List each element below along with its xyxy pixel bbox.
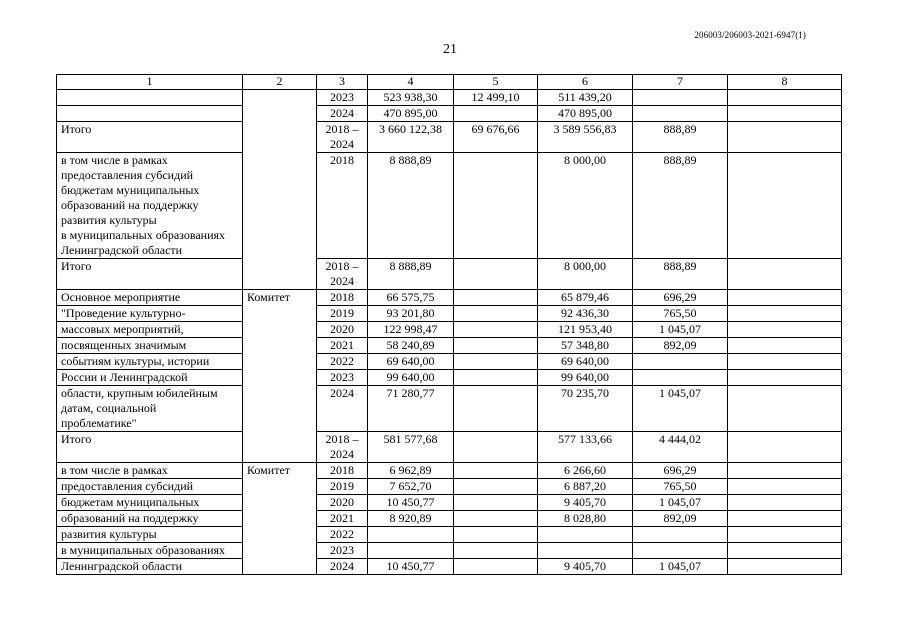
table-row xyxy=(57,259,842,290)
cell-year: 2018 – 2024 xyxy=(317,122,368,153)
cell-total: 8 888,89 xyxy=(368,259,454,290)
cell-name: предоставления субсидий xyxy=(57,479,243,495)
cell-other xyxy=(728,90,842,106)
cell-local: 4 444,02 xyxy=(633,432,728,463)
cell-other xyxy=(728,432,842,463)
cell-name: образований на поддержку xyxy=(57,511,243,527)
cell-other xyxy=(728,322,842,338)
cell-total: 10 450,77 xyxy=(368,495,454,511)
cell-year: 2019 xyxy=(317,479,368,495)
cell-federal xyxy=(454,290,538,306)
cell-name: Основное мероприятие xyxy=(57,290,243,306)
cell-federal xyxy=(454,479,538,495)
cell-year: 2018 – 2024 xyxy=(317,259,368,290)
cell-other xyxy=(728,106,842,122)
header-col-5: 5 xyxy=(454,75,538,90)
cell-other xyxy=(728,338,842,354)
table-body xyxy=(57,90,842,575)
cell-federal xyxy=(454,511,538,527)
table-row xyxy=(57,559,842,575)
cell-federal xyxy=(454,259,538,290)
cell-total: 93 201,80 xyxy=(368,306,454,322)
table-row xyxy=(57,463,842,479)
cell-regional: 470 895,00 xyxy=(538,106,633,122)
cell-regional: 8 000,00 xyxy=(538,259,633,290)
cell-regional: 3 589 556,83 xyxy=(538,122,633,153)
cell-year: 2021 xyxy=(317,338,368,354)
cell-other xyxy=(728,543,842,559)
cell-local: 1 045,07 xyxy=(633,322,728,338)
table-row xyxy=(57,370,842,386)
cell-local: 892,09 xyxy=(633,338,728,354)
table-row xyxy=(57,106,842,122)
budget-table xyxy=(56,74,842,575)
cell-other xyxy=(728,153,842,259)
cell-name: посвященных значимым xyxy=(57,338,243,354)
document-id: 206003/206003-2021-6947(1) xyxy=(694,30,806,40)
cell-regional: 6 887,20 xyxy=(538,479,633,495)
cell-regional: 511 439,20 xyxy=(538,90,633,106)
cell-other xyxy=(728,259,842,290)
cell-regional: 69 640,00 xyxy=(538,354,633,370)
cell-federal xyxy=(454,306,538,322)
cell-total: 10 450,77 xyxy=(368,559,454,575)
cell-year: 2022 xyxy=(317,354,368,370)
table-row xyxy=(57,290,842,306)
cell-other xyxy=(728,386,842,432)
cell-name: бюджетам муниципальных xyxy=(57,495,243,511)
cell-total: 58 240,89 xyxy=(368,338,454,354)
cell-year: 2023 xyxy=(317,90,368,106)
cell-local: 765,50 xyxy=(633,306,728,322)
cell-total: 470 895,00 xyxy=(368,106,454,122)
cell-year: 2020 xyxy=(317,495,368,511)
header-col-1: 1 xyxy=(57,75,243,90)
cell-total: 8 888,89 xyxy=(368,153,454,259)
cell-name: в том числе в рамках xyxy=(57,463,243,479)
cell-other xyxy=(728,290,842,306)
cell-local: 696,29 xyxy=(633,463,728,479)
cell-name: массовых мероприятий, xyxy=(57,322,243,338)
cell-name: событиям культуры, истории xyxy=(57,354,243,370)
cell-regional xyxy=(538,543,633,559)
header-row xyxy=(57,75,842,90)
cell-owner xyxy=(243,90,317,290)
cell-local: 696,29 xyxy=(633,290,728,306)
cell-other xyxy=(728,463,842,479)
cell-local: 888,89 xyxy=(633,153,728,259)
table-row xyxy=(57,543,842,559)
cell-year: 2022 xyxy=(317,527,368,543)
cell-total: 581 577,68 xyxy=(368,432,454,463)
cell-federal xyxy=(454,463,538,479)
cell-federal xyxy=(454,559,538,575)
cell-total: 8 920,89 xyxy=(368,511,454,527)
cell-regional: 577 133,66 xyxy=(538,432,633,463)
cell-local: 888,89 xyxy=(633,259,728,290)
table-row xyxy=(57,306,842,322)
cell-year: 2024 xyxy=(317,386,368,432)
cell-total: 69 640,00 xyxy=(368,354,454,370)
cell-other xyxy=(728,511,842,527)
cell-federal: 69 676,66 xyxy=(454,122,538,153)
cell-year: 2019 xyxy=(317,306,368,322)
cell-other xyxy=(728,370,842,386)
cell-year: 2018 – 2024 xyxy=(317,432,368,463)
cell-federal xyxy=(454,432,538,463)
cell-name: в том числе в рамках предоставления субсидий бюджетам муниципальных образований на поддержку развития культуры в муниципальных образованиях Ленинградской области xyxy=(57,153,243,259)
cell-name xyxy=(57,106,243,122)
cell-name xyxy=(57,90,243,106)
cell-federal xyxy=(454,354,538,370)
cell-regional: 99 640,00 xyxy=(538,370,633,386)
cell-local: 1 045,07 xyxy=(633,386,728,432)
cell-federal xyxy=(454,106,538,122)
cell-owner: Комитет xyxy=(243,463,317,575)
cell-total: 3 660 122,38 xyxy=(368,122,454,153)
cell-other xyxy=(728,495,842,511)
cell-local xyxy=(633,90,728,106)
cell-local xyxy=(633,370,728,386)
cell-federal xyxy=(454,153,538,259)
cell-local: 1 045,07 xyxy=(633,559,728,575)
cell-regional: 8 028,80 xyxy=(538,511,633,527)
cell-local: 1 045,07 xyxy=(633,495,728,511)
cell-federal xyxy=(454,495,538,511)
cell-local: 892,09 xyxy=(633,511,728,527)
cell-federal xyxy=(454,370,538,386)
cell-name: Итого xyxy=(57,122,243,153)
cell-local xyxy=(633,527,728,543)
header-col-3: 3 xyxy=(317,75,368,90)
cell-name: области, крупным юбилейным датам, социальной проблематике" xyxy=(57,386,243,432)
cell-year: 2024 xyxy=(317,106,368,122)
header-col-2: 2 xyxy=(243,75,317,90)
cell-other xyxy=(728,122,842,153)
cell-total xyxy=(368,527,454,543)
cell-federal xyxy=(454,543,538,559)
table-row xyxy=(57,322,842,338)
cell-total: 66 575,75 xyxy=(368,290,454,306)
header-col-6: 6 xyxy=(538,75,633,90)
cell-year: 2020 xyxy=(317,322,368,338)
table-row xyxy=(57,386,842,432)
cell-year: 2023 xyxy=(317,543,368,559)
cell-total: 71 280,77 xyxy=(368,386,454,432)
table-header xyxy=(57,75,842,90)
header-col-7: 7 xyxy=(633,75,728,90)
cell-total xyxy=(368,543,454,559)
cell-local xyxy=(633,106,728,122)
cell-local xyxy=(633,543,728,559)
header-col-8: 8 xyxy=(728,75,842,90)
table-row xyxy=(57,495,842,511)
cell-regional: 121 953,40 xyxy=(538,322,633,338)
cell-name: Итого xyxy=(57,432,243,463)
cell-other xyxy=(728,527,842,543)
cell-total: 122 998,47 xyxy=(368,322,454,338)
table-row xyxy=(57,338,842,354)
cell-name: развития культуры xyxy=(57,527,243,543)
cell-owner: Комитет xyxy=(243,290,317,463)
cell-total: 6 962,89 xyxy=(368,463,454,479)
table-row xyxy=(57,354,842,370)
cell-name: "Проведение культурно- xyxy=(57,306,243,322)
cell-year: 2023 xyxy=(317,370,368,386)
cell-regional: 6 266,60 xyxy=(538,463,633,479)
cell-year: 2024 xyxy=(317,559,368,575)
cell-other xyxy=(728,354,842,370)
cell-other xyxy=(728,559,842,575)
cell-federal: 12 499,10 xyxy=(454,90,538,106)
cell-year: 2018 xyxy=(317,290,368,306)
cell-regional: 57 348,80 xyxy=(538,338,633,354)
cell-regional: 65 879,46 xyxy=(538,290,633,306)
cell-federal xyxy=(454,338,538,354)
cell-name: России и Ленинградской xyxy=(57,370,243,386)
table-row xyxy=(57,153,842,259)
cell-name: в муниципальных образованиях xyxy=(57,543,243,559)
cell-regional: 70 235,70 xyxy=(538,386,633,432)
table-row xyxy=(57,122,842,153)
cell-other xyxy=(728,479,842,495)
cell-year: 2018 xyxy=(317,463,368,479)
cell-federal xyxy=(454,386,538,432)
cell-name: Итого xyxy=(57,259,243,290)
cell-regional: 8 000,00 xyxy=(538,153,633,259)
table-row xyxy=(57,90,842,106)
cell-total: 7 652,70 xyxy=(368,479,454,495)
cell-year: 2018 xyxy=(317,153,368,259)
table-row xyxy=(57,511,842,527)
cell-total: 523 938,30 xyxy=(368,90,454,106)
table-row xyxy=(57,432,842,463)
cell-name: Ленинградской области xyxy=(57,559,243,575)
cell-total: 99 640,00 xyxy=(368,370,454,386)
cell-regional: 9 405,70 xyxy=(538,559,633,575)
cell-other xyxy=(728,306,842,322)
cell-year: 2021 xyxy=(317,511,368,527)
table-row xyxy=(57,527,842,543)
cell-regional: 9 405,70 xyxy=(538,495,633,511)
cell-federal xyxy=(454,527,538,543)
cell-regional: 92 436,30 xyxy=(538,306,633,322)
table-row xyxy=(57,479,842,495)
cell-local: 888,89 xyxy=(633,122,728,153)
cell-federal xyxy=(454,322,538,338)
cell-local: 765,50 xyxy=(633,479,728,495)
cell-local xyxy=(633,354,728,370)
page-number: 21 xyxy=(443,42,457,57)
cell-regional xyxy=(538,527,633,543)
header-col-4: 4 xyxy=(368,75,454,90)
